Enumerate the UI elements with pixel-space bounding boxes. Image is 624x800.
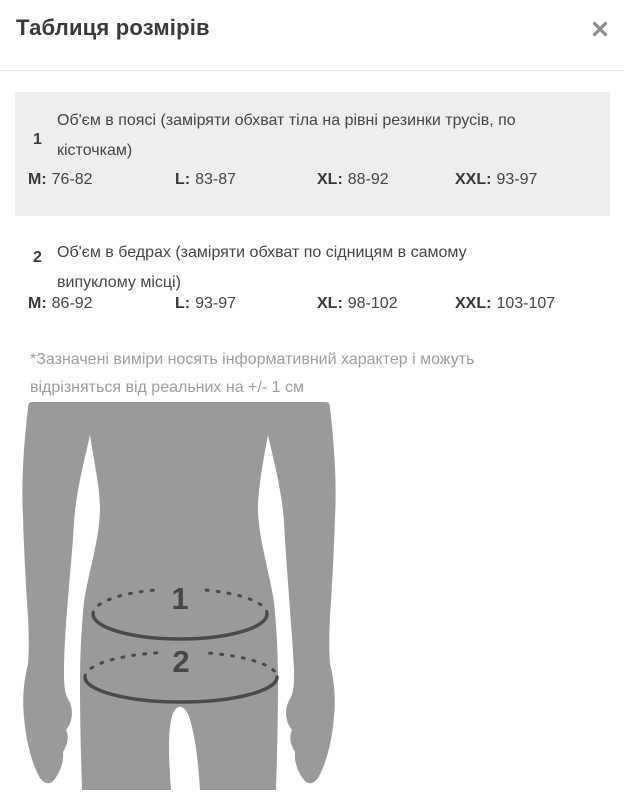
header-divider (0, 70, 624, 71)
close-button[interactable] (589, 18, 611, 40)
size-label: M: (28, 295, 47, 312)
size-value: 98-102 (347, 295, 398, 312)
measurement-note (30, 346, 474, 402)
section-number: 1 (33, 131, 42, 148)
section-number: 2 (33, 249, 42, 266)
measurement-note-line: *Зазначені виміри носять інформативний характер і можуть (30, 351, 475, 368)
size-cell (28, 171, 175, 189)
size-value: 88-92 (347, 171, 389, 188)
size-value: 86-92 (51, 295, 93, 312)
section-description (57, 106, 516, 166)
size-cell (455, 171, 610, 189)
body-silhouette-svg (16, 402, 336, 790)
section-description-line: випуклому місці) (57, 274, 181, 291)
modal-title: Таблиця розмірів (16, 15, 210, 40)
size-label: XL: (317, 295, 343, 312)
size-label: L: (175, 171, 191, 188)
section-description-line: Об'єм в поясі (заміряти обхват тіла на рівні резинки трусів, по (57, 112, 516, 129)
size-row (28, 295, 610, 313)
size-label: XXL: (455, 295, 492, 312)
size-cell (175, 171, 317, 189)
close-icon (592, 21, 608, 37)
size-value: 76-82 (51, 171, 93, 188)
waist-marker-number: 1 (171, 581, 189, 616)
size-cell (28, 295, 175, 313)
size-cell (317, 171, 455, 189)
section-description-line: кісточкам) (57, 142, 133, 159)
size-label: XXL: (455, 171, 492, 188)
hip-marker-number: 2 (172, 644, 190, 679)
size-label: XL: (317, 171, 343, 188)
size-value: 103-107 (496, 295, 556, 312)
size-cell (317, 295, 455, 313)
size-label: M: (28, 171, 47, 188)
size-cell (455, 295, 610, 313)
section-description (57, 238, 467, 298)
size-label: L: (175, 295, 191, 312)
body-silhouette-figure (16, 402, 336, 790)
size-cell (175, 295, 317, 313)
size-value: 93-97 (496, 171, 538, 188)
section-description-line: Об'єм в бедрах (заміряти обхват по сідницям в самому (57, 244, 467, 261)
size-value: 93-97 (195, 295, 237, 312)
measurement-note-line: відрізняться від реальних на +/- 1 см (30, 379, 304, 396)
size-value: 83-87 (195, 171, 237, 188)
size-row (28, 171, 610, 189)
